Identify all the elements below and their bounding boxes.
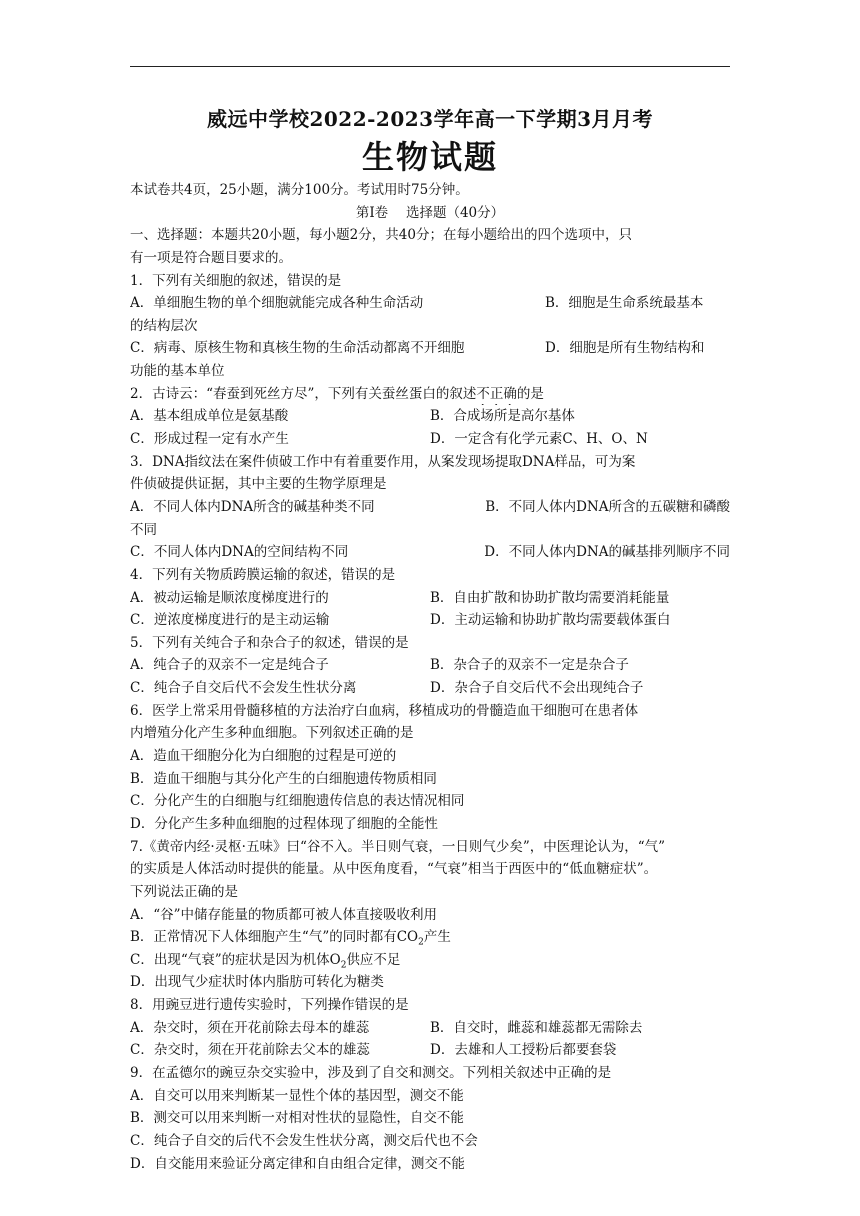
- option-c: C．病毒、原核生物和真核生物的生命活动都离不开细胞: [130, 340, 465, 357]
- exam-body: [130, 179, 730, 1175]
- option-a: A．杂交时，须在开花前除去母本的雄蕊: [130, 1019, 370, 1036]
- option-a: A．被动运输是顺浓度梯度进行的: [130, 589, 329, 606]
- option-c: C．分化产生的白细胞与红细胞遗传信息的表达情况相同: [130, 793, 465, 810]
- exam-title: 威远中学校2022-2023学年高一下学期3月月考: [206, 107, 654, 131]
- section-heading: 第I卷 选择题（40分）: [355, 204, 505, 221]
- option-b: B．自交时，雌蕊和雄蕊都无需除去: [430, 1019, 643, 1036]
- option-d: D．自交能用来验证分离定律和自由组合定律，测交不能: [130, 1155, 465, 1172]
- option-c: C．纯合子自交后代不会发生性状分离: [130, 680, 357, 697]
- option-row: [130, 609, 730, 632]
- option-row: [130, 587, 730, 610]
- question-stem: 下列说法正确的是: [130, 883, 238, 900]
- option-b: B．合成场所是高尔基体: [430, 408, 575, 425]
- option-d: D．主动运输和协助扩散均需要载体蛋白: [430, 612, 671, 629]
- header-rule: [130, 66, 730, 67]
- option-b: [130, 926, 730, 949]
- subscript: 2: [340, 960, 347, 971]
- option-a: A．自交可以用来判断某一显性个体的基因型，测交不能: [130, 1087, 464, 1104]
- option-b: B．自由扩散和协助扩散均需要消耗能量: [430, 589, 670, 606]
- option-row: [130, 1017, 730, 1040]
- option-a: A．“谷”中储存能量的物质都可被人体直接吸收利用: [130, 906, 438, 923]
- option-a: A．单细胞生物的单个细胞就能完成各种生命活动: [130, 295, 424, 312]
- question-stem: 的实质是人体活动时提供的能量。从中医角度看，“气衰”相当于西医中的“低血糖症状”。: [130, 861, 658, 878]
- option-row: [130, 677, 730, 700]
- option-b-continued: 不同: [130, 521, 157, 538]
- option-d: D．去雄和人工授粉后都要套袋: [430, 1042, 617, 1059]
- question-stem: [130, 383, 730, 406]
- option-b-continued: 的结构层次: [130, 317, 198, 334]
- option-row: [130, 1039, 730, 1062]
- option-row: [130, 405, 730, 428]
- exam-intro: 本试卷共4页，25小题，满分100分。考试用时75分钟。: [130, 182, 469, 198]
- question-stem: 9．在孟德尔的豌豆杂交实验中，涉及到了自交和测交。下列相关叙述中正确的是: [130, 1064, 612, 1081]
- option-c: C．纯合子自交的后代不会发生性状分离，测交后代也不会: [130, 1132, 478, 1149]
- option-row: [130, 496, 730, 519]
- option-d: D．杂合子自交后代不会出现纯合子: [430, 680, 644, 697]
- option-d: D．不同人体内DNA的碱基排列顺序不同: [484, 544, 730, 561]
- option-row: [130, 292, 730, 315]
- question-stem: 4．下列有关物质跨膜运输的叙述，错误的是: [130, 566, 396, 583]
- option-a: A．不同人体内DNA所含的碱基种类不同: [130, 498, 375, 515]
- option-row: [130, 428, 730, 451]
- emphasized-text: 不正确: [476, 385, 517, 402]
- option-b: B．杂合子的双亲不一定是杂合子: [430, 657, 629, 674]
- option-text: 产生: [423, 929, 451, 946]
- option-c: C．杂交时，须在开花前除去父本的雄蕊: [130, 1042, 370, 1059]
- option-row: [130, 541, 730, 564]
- option-c: C．形成过程一定有水产生: [130, 431, 289, 448]
- question-stem: 1．下列有关细胞的叙述，错误的是: [130, 272, 342, 289]
- question-stem: 6．医学上常采用骨髓移植的方法治疗白血病，移植成功的骨髓造血干细胞可在患者体: [130, 702, 639, 719]
- option-d: D．分化产生多种血细胞的过程体现了细胞的全能性: [130, 815, 438, 832]
- option-d: D．出现气少症状时体内脂肪可转化为糖类: [130, 974, 384, 991]
- question-stem: 3．DNA指纹法在案件侦破工作中有着重要作用，从案发现场提取DNA样品，可为案: [130, 453, 636, 470]
- option-row: [130, 654, 730, 677]
- question-stem: 8．用豌豆进行遗传实验时，下列操作错误的是: [130, 997, 409, 1014]
- option-text: C．出现“气衰”的症状是因为机体O: [130, 951, 341, 968]
- option-d: D．细胞是所有生物结构和: [545, 340, 705, 357]
- option-a: A．纯合子的双亲不一定是纯合子: [130, 657, 329, 674]
- option-c: C．不同人体内DNA的空间结构不同: [130, 544, 349, 561]
- question-stem: 5．下列有关纯合子和杂合子的叙述，错误的是: [130, 634, 409, 651]
- instruction-line: 有一项是符合题目要求的。: [130, 249, 292, 266]
- option-b: B．细胞是生命系统最基本: [545, 295, 704, 312]
- question-stem: 件侦破提供证据，其中主要的生物学原理是: [130, 476, 387, 493]
- option-text: B．正常情况下人体细胞产生“气”的同时都有CO: [130, 929, 419, 946]
- question-stem: 内增殖分化产生多种血细胞。下列叙述正确的是: [130, 725, 414, 742]
- stem-text: 2．古诗云：“春蚕到死丝方尽”，下列有关蚕丝蛋白的叙述: [130, 385, 477, 402]
- question-stem: 7.《黄帝内经·灵枢·五味》曰“谷不入。半日则气衰，一日则气少矣”，中医理论认为，“气”: [130, 838, 666, 855]
- stem-text: 的是: [516, 385, 544, 402]
- option-c: C．逆浓度梯度进行的是主动运输: [130, 612, 330, 629]
- option-c: [130, 949, 730, 972]
- option-d: D．一定含有化学元素C、H、O、N: [430, 431, 648, 448]
- subscript: 2: [418, 937, 424, 948]
- option-row: [130, 337, 730, 360]
- exam-subtitle: 生物试题: [361, 138, 498, 176]
- option-b: B．造血干细胞与其分化产生的白细胞遗传物质相同: [130, 770, 437, 787]
- option-b: B．测交可以用来判断一对相对性状的显隐性，自交不能: [130, 1110, 464, 1127]
- option-d-continued: 功能的基本单位: [130, 363, 225, 380]
- option-text: 供应不足: [346, 951, 401, 968]
- option-b: B．不同人体内DNA所含的五碳糖和磷酸: [485, 498, 730, 515]
- option-a: A．基本组成单位是氨基酸: [130, 408, 289, 425]
- option-a: A．造血干细胞分化为白细胞的过程是可逆的: [130, 748, 397, 765]
- instruction-line: 一、选择题：本题共20小题，每小题2分，共40分；在每小题给出的四个选项中，只: [130, 227, 632, 244]
